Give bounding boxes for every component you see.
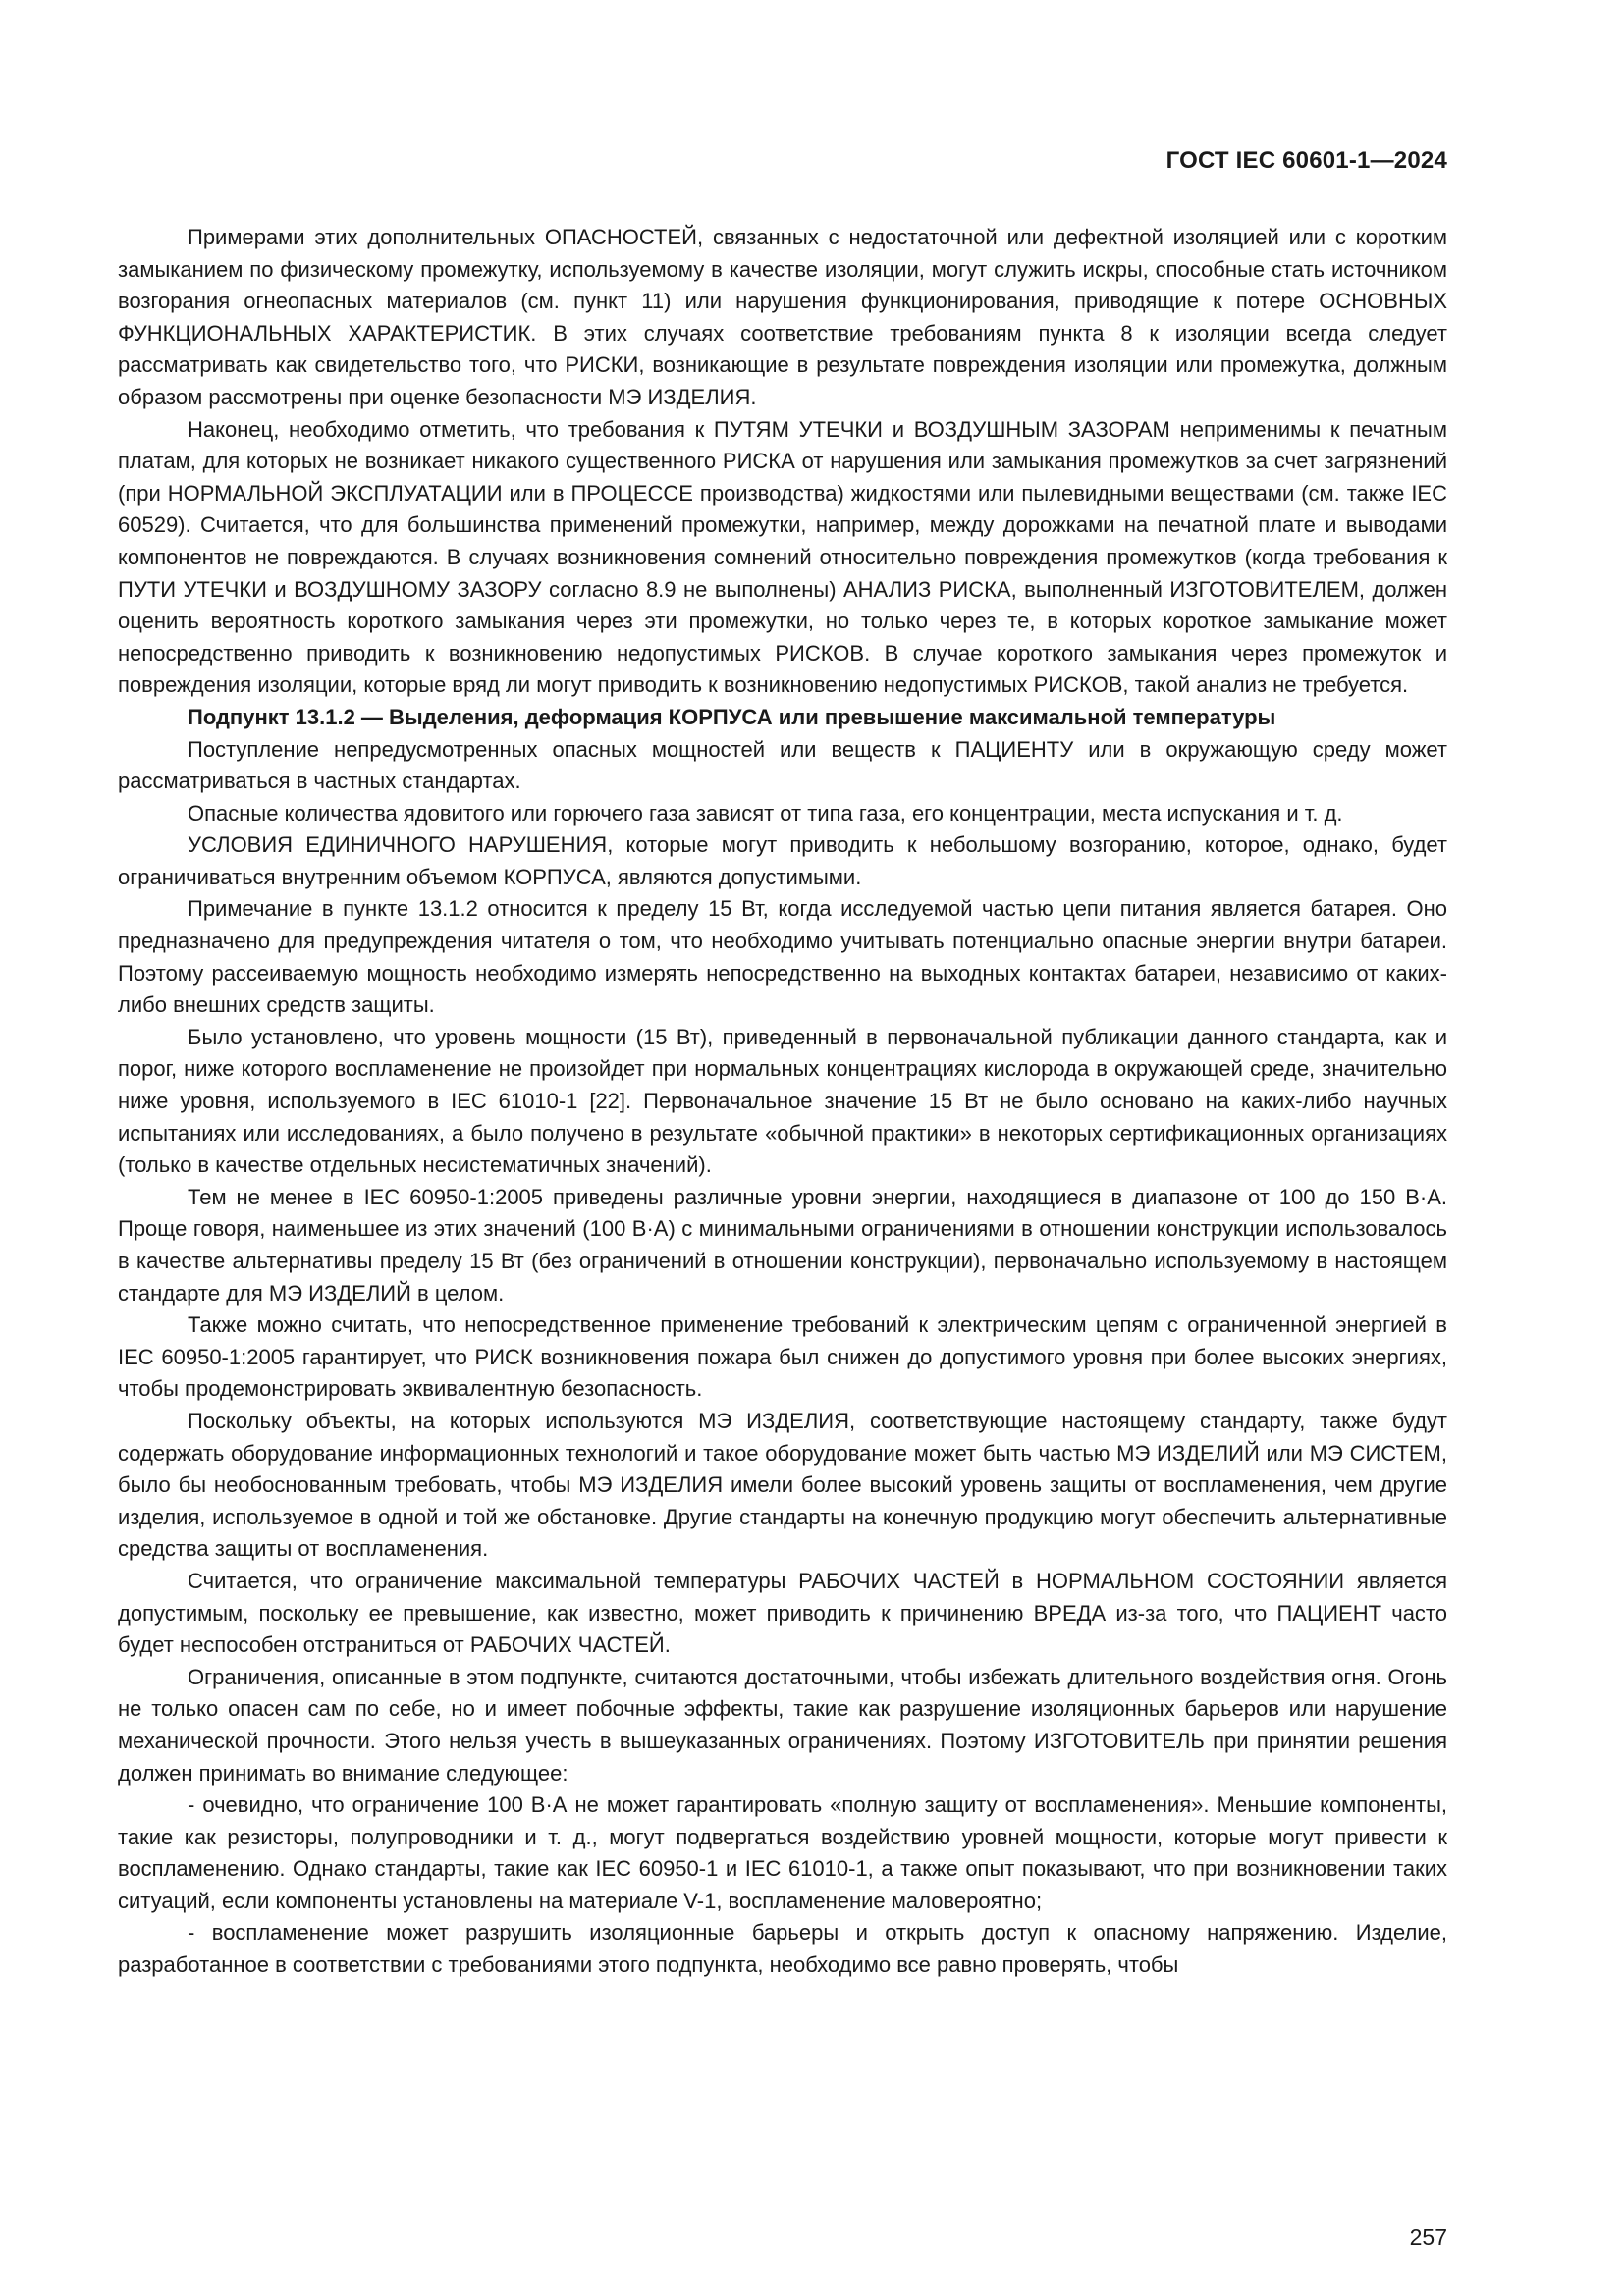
paragraph: Считается, что ограничение максимальной температуры РАБОЧИХ ЧАСТЕЙ в НОРМАЛЬНОМ СОСТОЯНИИ является допустимым, поскольку ее превышение, как известно, может приводить к причинению ВРЕДА из-за того, что ПАЦИЕНТ часто будет неспособен отстраниться от РАБОЧИХ ЧАСТЕЙ. bbox=[118, 1568, 1447, 1658]
paragraph: Наконец, необходимо отметить, что требования к ПУТЯМ УТЕЧКИ и ВОЗДУШНЫМ ЗАЗОРАМ неприменимы к печатным платам, для которых не возникает никакого существенного РИСКА от нарушения или замыкания промежутков за счет загрязнений (при НОРМАЛЬНОЙ ЭКСПЛУАТАЦИИ или в ПРОЦЕССЕ производства) жидкостями или пылевидными веществами (см. также IEC 60529). Считается, что для большинства применений промежутки, например, между дорожками на печатной плате и выводами компонентов не повреждаются. В случаях возникновения сомнений относительно повреждения промежутков (когда требования к ПУТИ УТЕЧКИ и ВОЗДУШНОМУ ЗАЗОРУ согласно 8.9 не выполнены) АНАЛИЗ РИСКА, выполненный ИЗГОТОВИТЕЛЕМ, должен оценить вероятность короткого замыкания через эти промежутки, но только через те, в которых короткое замыкание может непосредственно приводить к возникновению недопустимых РИСКОВ. В случае короткого замыкания через промежуток и повреждения изоляции, которые вряд ли могут приводить к возникновению недопустимых РИСКОВ, такой анализ не требуется. bbox=[118, 416, 1447, 698]
standard-header: ГОСТ IEC 60601-1—2024 bbox=[1165, 147, 1447, 174]
list-item: - очевидно, что ограничение 100 В·А не может гарантировать «полную защиту от воспламенения». Меньшие компоненты, такие как резисторы, полупроводники и т. д., могут подвергаться воздействию уровней мощности, которые могут привести к воспламенению. Однако стандарты, такие как IEC 60950-1 и IEC 61010-1, а также опыт показывают, что при возникновении таких ситуаций, если компоненты установлены на материале V-1, воспламенение маловероятно; bbox=[118, 1792, 1447, 1913]
paragraph: Опасные количества ядовитого или горючего газа зависят от типа газа, его концентрации, места испускания и т. д. bbox=[188, 800, 1343, 826]
paragraph: Поскольку объекты, на которых используются МЭ ИЗДЕЛИЯ, соответствующие настоящему стандарту, также будут содержать оборудование информационных технологий и такое оборудование может быть частью МЭ ИЗДЕЛИЙ или МЭ СИСТЕМ, было бы необоснованным требовать, чтобы МЭ ИЗДЕЛИЯ имели более высокий уровень защиты от воспламенения, чем другие изделия, используемое в одной и той же обстановке. Другие стандарты на конечную продукцию могут обеспечить альтернативные средства защиты от воспламенения. bbox=[118, 1408, 1447, 1562]
paragraph: Тем не менее в IEC 60950-1:2005 приведены различные уровни энергии, находящиеся в диапазоне от 100 до 150 В·А. Проще говоря, наименьшее из этих значений (100 В·А) с минимальными ограничениями в отношении конструкции использовалось в качестве альтернативы пределу 15 Вт (без ограничений в отношении конструкции), первоначально используемому в настоящем стандарте для МЭ ИЗДЕЛИЙ в целом. bbox=[118, 1184, 1447, 1306]
paragraph: Ограничения, описанные в этом подпункте, считаются достаточными, чтобы избежать длительного воздействия огня. Огонь не только опасен сам по себе, но и имеет побочные эффекты, такие как разрушение изоляционных барьеров или нарушение механической прочности. Этого нельзя учесть в вышеуказанных ограничениях. Поэтому ИЗГОТОВИТЕЛЬ при принятии решения должен принимать во внимание следующее: bbox=[118, 1664, 1447, 1786]
paragraph: Примечание в пункте 13.1.2 относится к пределу 15 Вт, когда исследуемой частью цепи питания является батарея. Оно предназначено для предупреждения читателя о том, что необходимо учитывать потенциально опасные энергии внутри батареи. Поэтому рассеиваемую мощность необходимо измерять непосредственно на выходных контактах батареи, независимо от каких-либо внешних средств защиты. bbox=[118, 896, 1447, 1018]
paragraph: УСЛОВИЯ ЕДИНИЧНОГО НАРУШЕНИЯ, которые могут приводить к небольшому возгоранию, которое, однако, будет ограничиваться внутренним объемом КОРПУСА, являются допустимыми. bbox=[118, 832, 1447, 889]
body-text bbox=[118, 222, 1447, 1982]
paragraph: Поступление непредусмотренных опасных мощностей или веществ к ПАЦИЕНТУ или в окружающую среду может рассматриваться в частных стандартах. bbox=[118, 736, 1447, 794]
paragraph: Также можно считать, что непосредственное применение требований к электрическим цепям с ограниченной энергией в IEC 60950-1:2005 гарантирует, что РИСК возникновения пожара был снижен до допустимого уровня при более высоких энергиях, чтобы продемонстрировать эквивалентную безопасность. bbox=[118, 1312, 1447, 1402]
subclause-heading: Подпункт 13.1.2 — Выделения, деформация КОРПУСА или превышение максимальной температуры bbox=[188, 704, 1276, 729]
paragraph: Примерами этих дополнительных ОПАСНОСТЕЙ, связанных с недостаточной или дефектной изоляцией или с коротким замыканием по физическому промежутку, используемому в качестве изоляции, могут служить искры, способные стать источником возгорания огнеопасных материалов (см. пункт 11) или нарушения функционирования, приводящие к потере ОСНОВНЫХ ФУНКЦИОНАЛЬНЫХ ХАРАКТЕРИСТИК. В этих случаях соответствие требованиям пункта 8 к изоляции всегда следует рассматривать как свидетельство того, что РИСКИ, возникающие в результате повреждения изоляции или промежутка, должным образом рассмотрены при оценке безопасности МЭ ИЗДЕЛИЯ. bbox=[118, 225, 1447, 409]
paragraph: Было установлено, что уровень мощности (15 Вт), приведенный в первоначальной публикации данного стандарта, как и порог, ниже которого воспламенение не произойдет при нормальных концентрациях кислорода в окружающей среде, значительно ниже уровня, используемого в IEC 61010-1 [22]. Первоначальное значение 15 Вт не было основано на каких-либо научных испытаниях или исследованиях, а было получено в результате «обычной практики» в некоторых сертификационных организациях (только в качестве отдельных несистематичных значений). bbox=[118, 1024, 1447, 1178]
page-number: 257 bbox=[1409, 2224, 1447, 2250]
list-item: - воспламенение может разрушить изоляционные барьеры и открыть доступ к опасному напряжению. Изделие, разработанное в соответствии с требованиями этого подпункта, необходимо все равно проверять, чтобы bbox=[118, 1920, 1447, 1978]
